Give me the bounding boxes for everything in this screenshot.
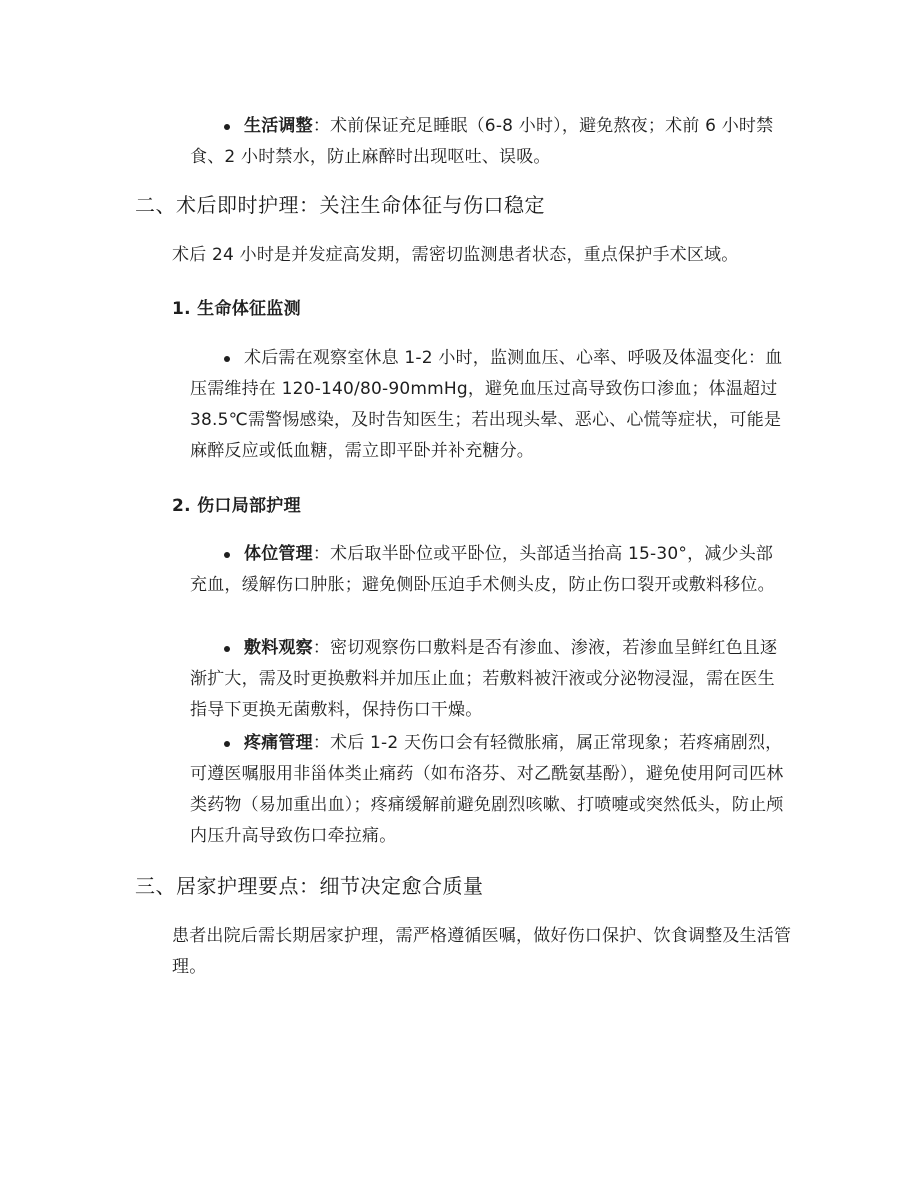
bullet-text: ：术前保证充足睡眠（6-8 小时），避免熬夜；术前 6 小时禁食、2 小时禁水，防止麻醉时出现呕吐、误吸。: [190, 116, 774, 167]
bullet-dot-icon: [224, 741, 230, 747]
section-heading-3: 三、居家护理要点：细节决定愈合质量: [135, 874, 484, 898]
bullet-pain-management: [190, 728, 790, 852]
section-2-intro: 术后 24 小时是并发症高发期，需密切监测患者状态，重点保护手术区域。: [172, 245, 739, 265]
bullet-pain-body: [190, 728, 790, 852]
bullet-dressing-observation: [190, 633, 790, 726]
bullet-term: 敷料观察: [244, 638, 313, 658]
section-3-intro: 患者出院后需长期居家护理，需严格遵循医嘱，做好伤口保护、饮食调整及生活管理。: [172, 926, 792, 977]
bullet-lifestyle-body: [190, 111, 790, 173]
bullet-dot-icon: [224, 356, 230, 362]
bullet-vital-signs: [190, 343, 790, 467]
bullet-text: ：术后取半卧位或平卧位，头部适当抬高 15-30°，减少头部充血，缓解伤口肿胀；避免侧卧压迫手术侧头皮，防止伤口裂开或敷料移位。: [190, 544, 775, 595]
bullet-vital-signs-text: 术后需在观察室休息 1-2 小时，监测血压、心率、呼吸及体温变化：血压需维持在 120-140/80-90mmHg，避免血压过高导致伤口渗血；体温超过 38.5℃需警惕感染，及时告知医生；若出现头晕、恶心、心慌等症状，可能是麻醉反应或低血糖，需立即平卧并补充糖分。: [190, 348, 783, 461]
subheading-wound-care: 2. 伤口局部护理: [172, 496, 301, 516]
bullet-term: 疼痛管理: [244, 733, 313, 753]
bullet-position-body: [190, 539, 790, 601]
bullet-text: ：密切观察伤口敷料是否有渗血、渗液，若渗血呈鲜红色且逐渐扩大，需及时更换敷料并加压止血；若敷料被汗液或分泌物浸湿，需在医生指导下更换无菌敷料，保持伤口干燥。: [190, 638, 778, 720]
bullet-dot-icon: [224, 646, 230, 652]
bullet-term: 生活调整: [244, 116, 313, 136]
section-heading-2: 二、术后即时护理：关注生命体征与伤口稳定: [135, 193, 545, 217]
bullet-dot-icon: [224, 124, 230, 130]
bullet-position-management: [190, 539, 790, 601]
bullet-text: ：术后 1-2 天伤口会有轻微胀痛，属正常现象；若疼痛剧烈，可遵医嘱服用非甾体类止痛药（如布洛芬、对乙酰氨基酚），避免使用阿司匹林类药物（易加重出血）；疼痛缓解前避免剧烈咳嗽、打喷嚏或突然低头，防止颅内压升高导致伤口牵拉痛。: [190, 733, 784, 846]
bullet-dot-icon: [224, 552, 230, 558]
subheading-vital-signs: 1. 生命体征监测: [172, 299, 301, 319]
bullet-dressing-body: [190, 633, 790, 726]
bullet-lifestyle: [190, 111, 790, 173]
bullet-term: 体位管理: [244, 544, 313, 564]
